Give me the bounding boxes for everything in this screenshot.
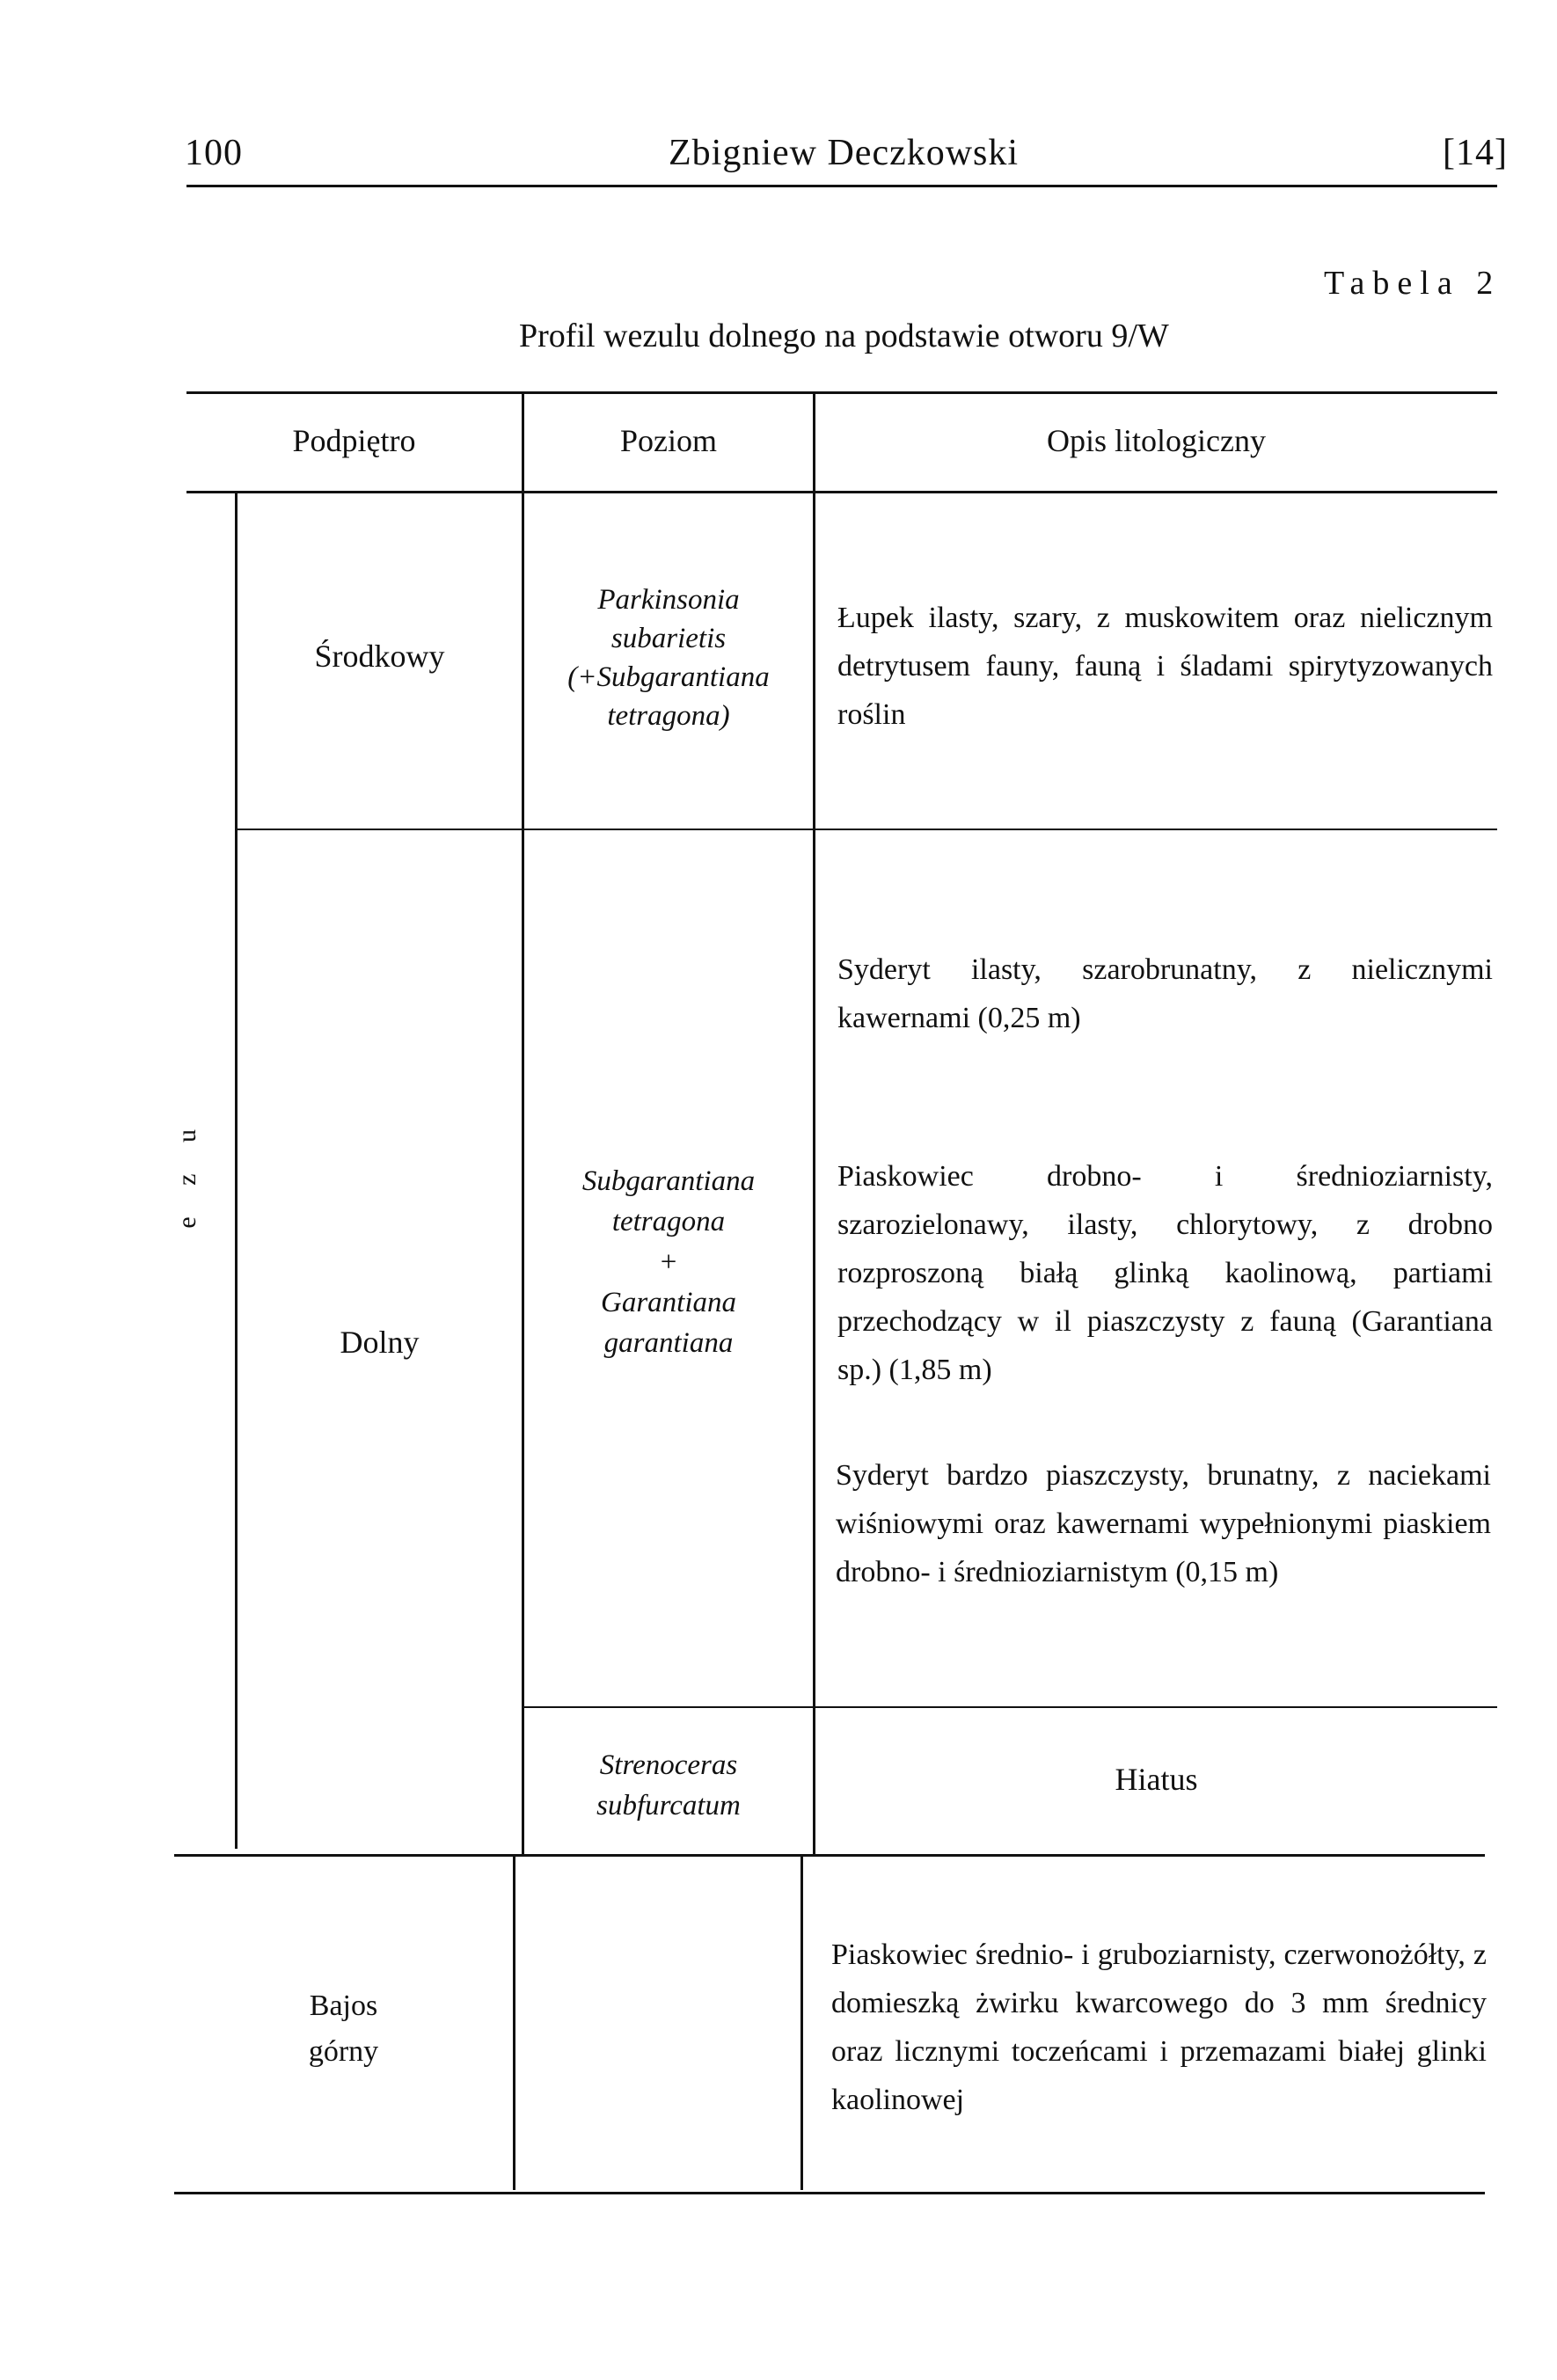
page-number: 100 xyxy=(185,133,243,173)
level-subgarantiana: Subgarantiana tetragona + Garantiana garantiana xyxy=(581,1165,756,1359)
description-lupek: Łupek ilasty, szary, z muskowitem oraz nielicznym detrytusem fauny, fauną i śladami spirytyzowanych roślin xyxy=(837,602,1493,731)
column-header-description: Opis litologiczny xyxy=(1047,423,1266,458)
substage-dolny: Dolny xyxy=(340,1325,420,1360)
stage-column-rule xyxy=(235,493,238,1849)
description-piaskowiec-drobno: Piaskowiec drobno- i średnioziarnisty, szarozielonawy, ilasty, chlorytowy, z drobno rozproszoną białą glinką kaolinową, partiami przechodzący w il piaszczysty z fauną (Garantiana sp.) (1,85 m) xyxy=(837,1160,1493,1386)
level-parkinsonia: Parkinsonia subarietis (+Subgarantiana tetragona) xyxy=(567,584,770,732)
running-author: Zbigniew Deczkowski xyxy=(669,133,1020,173)
header-bottom-rule xyxy=(186,491,1497,493)
stage-label-vertical: e z u xyxy=(172,1117,201,1229)
table-top-rule xyxy=(186,391,1497,394)
substage-bajos-gorny: Bajos górny xyxy=(308,1989,379,2068)
table-label: Tabela 2 xyxy=(1324,265,1502,302)
header-rule xyxy=(186,185,1497,187)
description-syderyt-piaszczysty: Syderyt bardzo piaszczysty, brunatny, z naciekami wiśniowymi oraz kawernami wypełnionymi piaskiem drobno- i średnioziarnistym (0,15 m) xyxy=(836,1459,1491,1588)
description-piaskowiec-srednio: Piaskowiec średnio- i gruboziarnisty, czerwonożółty, z domieszką żwirku kwarcowego do 3 mm średnicy oraz licznymi toczeńcami i przemazami białej glinki kaolinowej xyxy=(831,1938,1487,2116)
column-header-substage: Podpiętro xyxy=(292,423,416,458)
level-column-rule xyxy=(813,394,815,1854)
column-header-level: Poziom xyxy=(619,423,717,458)
level-strenoceras: Strenoceras subfurcatum xyxy=(596,1749,741,1822)
row-rule-1 xyxy=(238,829,1497,830)
running-section: [14] xyxy=(1443,133,1508,173)
row-rule-2 xyxy=(523,1706,1497,1708)
description-syderyt-ilasty: Syderyt ilasty, szarobrunatny, z nielicznymi kawernami (0,25 m) xyxy=(837,953,1493,1034)
level-column-rule-lower xyxy=(800,1856,803,2190)
table-caption: Profil wezulu dolnego na podstawie otworu 9/W xyxy=(519,318,1169,354)
table-bottom-rule xyxy=(174,2192,1485,2194)
substage-srodkowy: Środkowy xyxy=(314,639,445,674)
description-hiatus: Hiatus xyxy=(1115,1762,1198,1797)
row-rule-3 xyxy=(174,1854,1485,1857)
substage-column-rule-lower xyxy=(513,1856,515,2190)
